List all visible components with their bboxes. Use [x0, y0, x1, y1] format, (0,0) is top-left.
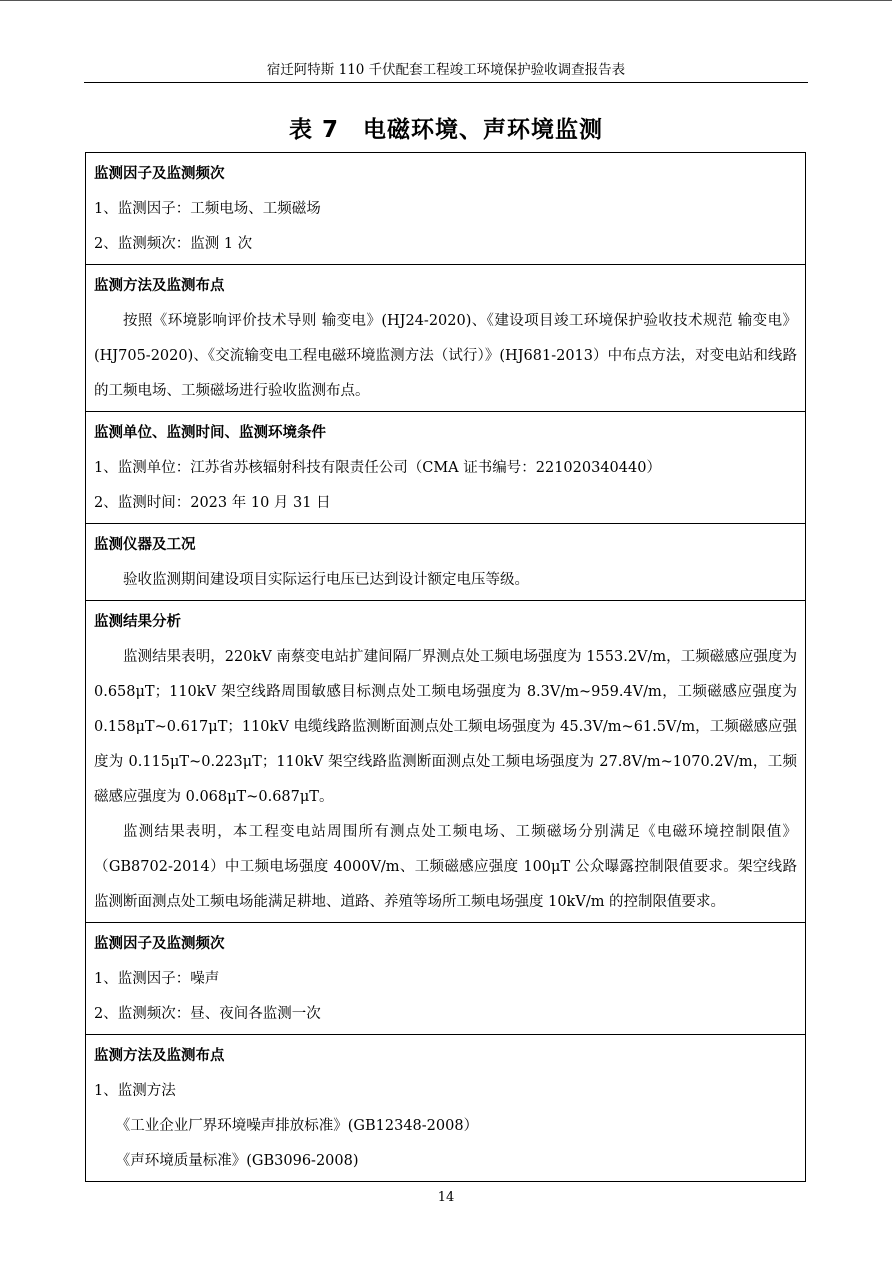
list-item: 1、监测方法: [94, 1083, 176, 1099]
section-unit-time: [86, 411, 805, 523]
paragraph: 验收监测期间建设项目实际运行电压已达到设计额定电压等级。: [123, 572, 529, 588]
list-item: 1、监测单位：江苏省苏核辐射科技有限责任公司（CMA 证书编号：221020340440）: [94, 460, 661, 476]
page-title: 表 7 电磁环境、声环境监测: [288, 117, 603, 143]
running-header: 宿迁阿特斯 110 千伏配套工程竣工环境保护验收调查报告表: [266, 62, 626, 78]
section-title: 监测方法及监测布点: [94, 1048, 225, 1064]
paragraph: 监测结果表明，220kV 南蔡变电站扩建间隔厂界测点处工频电场强度为 1553.2V/m，工频磁感应强度为 0.658μT；110kV 架空线路周围敏感目标测点处工频电场强度为 8.3V/m~959.4V/m，工频磁感应强度为 0.158μT~0.617μT；110kV 电缆线路监测断面测点处工频电场强度为 45.3V/m~61.5V/m，工频磁感应强度为 0.115μT~0.223μT；110kV 架空线路监测断面测点处工频电场强度为 27.8V/m~1070.2V/m，工频磁感应强度为 0.068μT~0.687μT。: [94, 649, 797, 805]
section-title: 监测仪器及工况: [94, 537, 196, 553]
page-top-border: [0, 0, 892, 1]
paragraph: 按照《环境影响评价技术导则 输变电》(HJ24-2020)、《建设项目竣工环境保护验收技术规范 输变电》(HJ705-2020)、《交流输变电工程电磁环境监测方法（试行）》(HJ681-2013）中布点方法，对变电站和线路的工频电场、工频磁场进行验收监测布点。: [94, 313, 797, 399]
list-item: 1、监测因子：工频电场、工频磁场: [94, 201, 321, 217]
section-instruments: [86, 523, 805, 600]
section-title: 监测方法及监测布点: [94, 278, 225, 294]
list-item: 2、监测频次：昼、夜间各监测一次: [94, 1006, 321, 1022]
section-em-factors: [86, 153, 805, 264]
monitoring-table: [85, 152, 806, 1182]
section-noise-factors: [86, 922, 805, 1034]
list-item: 《声环境质量标准》(GB3096-2008): [115, 1153, 359, 1169]
section-title: 监测结果分析: [94, 614, 181, 630]
section-title: 监测单位、监测时间、监测环境条件: [94, 425, 326, 441]
section-em-method: [86, 264, 805, 411]
list-item: 2、监测频次：监测 1 次: [94, 236, 253, 252]
header-rule: [84, 82, 808, 83]
section-title: 监测因子及监测频次: [94, 936, 225, 952]
section-results: [86, 600, 805, 922]
section-noise-method: [86, 1034, 805, 1181]
page-number: 14: [437, 1190, 455, 1205]
list-item: 1、监测因子：噪声: [94, 971, 220, 987]
paragraph: 监测结果表明，本工程变电站周围所有测点处工频电场、工频磁场分别满足《电磁环境控制限值》（GB8702-2014）中工频电场强度 4000V/m、工频磁感应强度 100μT 公众曝露控制限值要求。架空线路监测断面测点处工频电场能满足耕地、道路、养殖等场所工频电场强度 10kV/m 的控制限值要求。: [94, 824, 797, 910]
list-item: 《工业企业厂界环境噪声排放标准》(GB12348-2008）: [115, 1118, 479, 1134]
section-title: 监测因子及监测频次: [94, 166, 225, 182]
list-item: 2、监测时间：2023 年 10 月 31 日: [94, 495, 331, 511]
